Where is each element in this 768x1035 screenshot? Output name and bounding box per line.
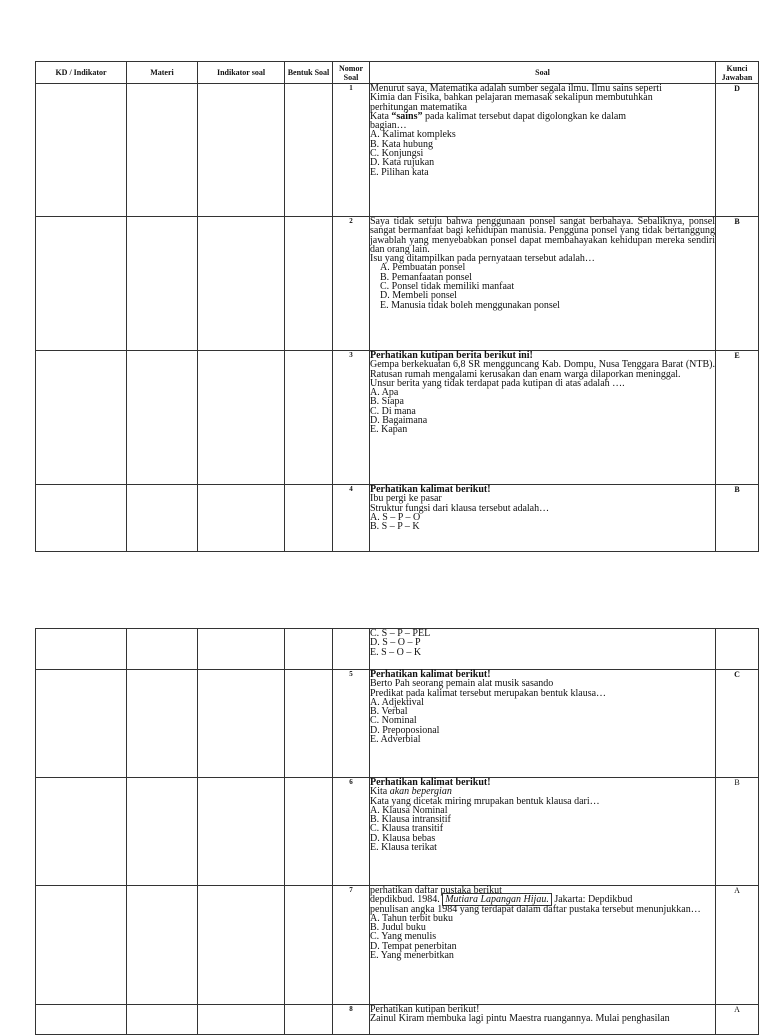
option-a: A. Tahun terbit buku: [370, 912, 453, 924]
question-text: perhatikan daftar pustaka berikut depdikbud. 1984. Mutiara Lapangan Hijau. Jakarta: Depdikbud penulisan angka 1984 yang terdapat dalam daftar pustaka tersebut menunjukkan… A. Tahun terbit buku B. Judul buku C. Yang menulis D. Tempat penerbitan E. Yang menerbitkan: [370, 886, 716, 1005]
question-text: Perhatikan kalimat berikut! Berto Pah seorang pemain alat musik sasando Predikat pada kalimat tersebut merupakan bentuk klausa… A. Adjektival B. Verbal C. Nominal D. Prepoposional E. Adverbial: [370, 670, 716, 778]
option-e: E. Manusia tidak boleh menggunakan ponsel: [380, 299, 560, 311]
header-bentuk: Bentuk Soal: [285, 62, 333, 84]
option-e: E. Adverbial: [370, 734, 421, 746]
question-text: Menurut saya, Matematika adalah sumber segala ilmu. Ilmu sains seperti Kimia dan Fisika, bahkan pelajaran memasak sekalipun membutuhkan perhitungan matematika Kata “sains” pada kalimat tersebut dapat digolongkan ke dalam bagian… A. Kalimat kompleks B. Kata hubung C. Konjungsi D. Kata rujukan E. Pilihan kata: [370, 84, 716, 217]
option-e: E. S – O – K: [370, 646, 422, 658]
option-c: C. Nominal: [370, 715, 417, 727]
option-c: C. S – P – PEL: [370, 628, 431, 639]
question-text: [370, 629, 716, 670]
option-d: D. Tempat penerbitan: [370, 940, 457, 952]
header-nomor: Nomor Soal: [333, 62, 370, 84]
option-a: A. Pembuatan ponsel: [380, 262, 466, 274]
option-d: D. Prepoposional: [370, 724, 440, 736]
option-a: A. Apa: [370, 387, 399, 399]
question-number: 7: [333, 886, 370, 1005]
option-d: D. Membeli ponsel: [380, 290, 457, 302]
question-row-2: [36, 217, 759, 351]
header-soal: Soal: [370, 62, 716, 84]
option-d: D. Klausa bebas: [370, 832, 436, 844]
header-materi: Materi: [127, 62, 198, 84]
option-c: C. Ponsel tidak memiliki manfaat: [380, 281, 515, 293]
option-a: A. Kalimat kompleks: [370, 129, 456, 141]
answer-key: B: [716, 778, 759, 886]
question-text: Perhatikan kutipan berikut! Zainul Kiram membuka lagi pintu Maestra ruangannya. Mulai penghasilan: [370, 1005, 716, 1035]
option-e: E. Pilihan kata: [370, 166, 429, 178]
answer-key: D: [716, 84, 759, 217]
option-d: D. S – O – P: [370, 637, 421, 649]
option-b: B. Judul buku: [370, 922, 426, 934]
option-c: C. Klausa transitif: [370, 823, 444, 835]
header-kunci: Kunci Jawaban: [716, 62, 759, 84]
option-b: B. Siapa: [370, 396, 404, 408]
question-row-5: [36, 670, 759, 778]
question-row-4: [36, 485, 759, 552]
option-e: E. Yang menerbitkan: [370, 950, 454, 962]
question-number: 1: [333, 84, 370, 217]
header-kd: KD / Indikator: [36, 62, 127, 84]
option-d: D. Kata rujukan: [370, 157, 435, 169]
question-text: Perhatikan kalimat berikut! Ibu pergi ke pasar Struktur fungsi dari klausa tersebut adalah… A. S – P – O B. S – P – K: [370, 485, 716, 552]
option-b: B. Kata hubung: [370, 138, 434, 150]
option-a: A. S – P – O: [370, 511, 421, 523]
option-c: C. Di mana: [370, 405, 416, 417]
option-c: C. Yang menulis: [370, 931, 437, 943]
option-b: B. Pemanfaatan ponsel: [380, 271, 472, 283]
question-text: Perhatikan kalimat berikut! Kita akan bepergian Kata yang dicetak miring mrupakan bentuk klausa dari… A. Klausa Nominal B. Klausa intransitif C. Klausa transitif D. Klausa bebas E. Klausa terikat: [370, 778, 716, 886]
answer-key: A: [716, 886, 759, 1005]
question-row-3: [36, 351, 759, 485]
option-b: B. Klausa intransitif: [370, 814, 451, 826]
question-row-4-continued: [36, 629, 759, 670]
question-number: 4: [333, 485, 370, 552]
option-d: D. Bagaimana: [370, 415, 428, 427]
question-table-2: [35, 628, 759, 1035]
answer-key: C: [716, 670, 759, 778]
question-row-1: [36, 84, 759, 217]
option-b: B. S – P – K: [370, 521, 420, 533]
question-number: 2: [333, 217, 370, 351]
question-number: 3: [333, 351, 370, 485]
question-number: 8: [333, 1005, 370, 1035]
answer-key: E: [716, 351, 759, 485]
option-a: A. Adjektival: [370, 696, 424, 708]
question-text: Saya tidak setuju bahwa penggunaan ponsel sangat berbahaya. Sebaliknya, ponsel sangat bermanfaat bagi kehidupan manusia. Pengguna ponsel yang tidak bertanggung jawablah yang menyebabkan ponsel dapat membahayakan kehidupan mereka sendiri dan orang lain. Isu yang ditampilkan pada pernyataan tersebut adalah… A. Pembuatan ponsel B. Pemanfaatan ponsel C. Ponsel tidak memiliki manfaat D. Membeli ponsel E. Manusia tidak boleh menggunakan ponsel: [370, 217, 716, 351]
question-row-6: [36, 778, 759, 886]
question-number: 6: [333, 778, 370, 886]
option-c: C. Konjungsi: [370, 148, 424, 160]
answer-key: A: [716, 1005, 759, 1035]
option-e: E. Kapan: [370, 424, 408, 436]
question-text: Perhatikan kutipan berita berikut ini! Gempa berkekuatan 6,8 SR mengguncang Kab. Dompu, Nusa Tenggara Barat (NTB). Ratusan rumah mengalami kerusakan dan enam warga dilaporkan meninggal. Unsur berita yang tidak terdapat pada kutipan di atas adalah …. A. Apa B. Siapa C. Di mana D. Bagaimana E. Kapan: [370, 351, 716, 485]
option-b: B. Verbal: [370, 706, 408, 718]
answer-key: B: [716, 217, 759, 351]
answer-key: B: [716, 485, 759, 552]
question-row-8: [36, 1005, 759, 1035]
question-row-7: [36, 886, 759, 1005]
option-e: E. Klausa terikat: [370, 842, 437, 854]
header-indikator: Indikator soal: [198, 62, 285, 84]
question-table-1: [35, 61, 759, 552]
question-number: 5: [333, 670, 370, 778]
option-a: A. Klausa Nominal: [370, 804, 448, 816]
